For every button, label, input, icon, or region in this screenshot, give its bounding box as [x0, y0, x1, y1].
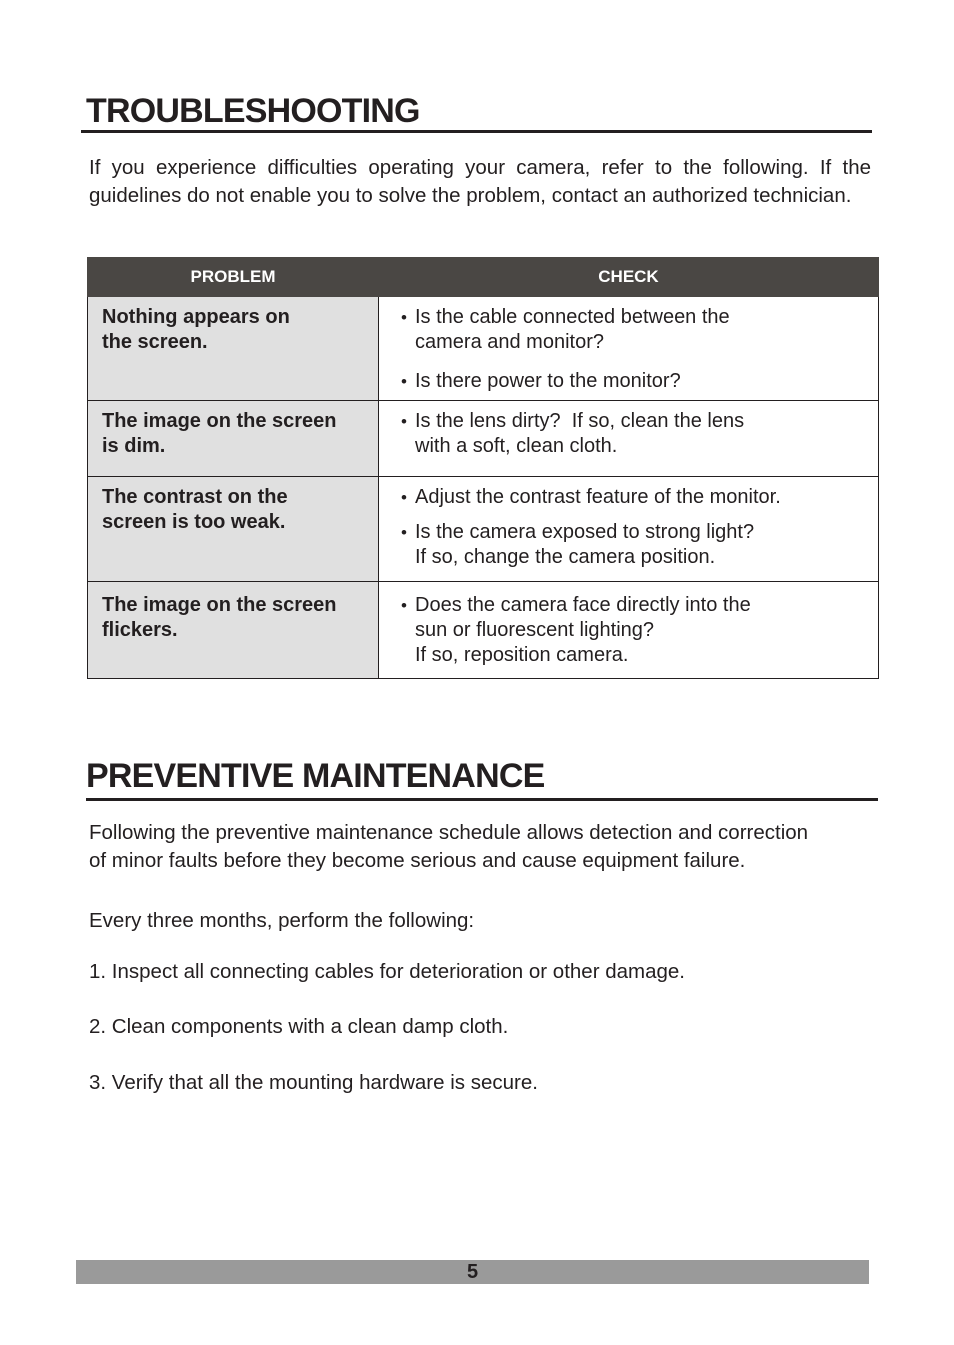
check-item	[415, 305, 870, 355]
table-header-row	[88, 258, 879, 297]
check-column-header: CHECK	[379, 258, 879, 297]
table-row	[88, 297, 879, 401]
maintenance-step: 3. Verify that all the mounting hardware is secure.	[89, 1071, 538, 1094]
problem-line: screen is too weak.	[102, 511, 286, 533]
maintenance-step: 2. Clean components with a clean damp cloth.	[89, 1015, 509, 1038]
maintenance-intro-line: of minor faults before they become serious and cause equipment failure.	[89, 849, 746, 872]
maintenance-intro-line: Following the preventive maintenance schedule allows detection and correction	[89, 821, 809, 844]
maintenance-title-rule	[86, 798, 878, 801]
check-item	[415, 520, 870, 570]
check-line: • Does the camera face directly into the	[415, 594, 751, 616]
check-line: with a soft, clean cloth.	[415, 435, 618, 457]
troubleshooting-table	[87, 257, 879, 679]
problem-line: The contrast on the	[102, 486, 288, 508]
problem-line: flickers.	[102, 619, 178, 641]
footer-bar	[76, 1260, 869, 1284]
check-cell	[379, 401, 879, 477]
maintenance-intro	[89, 819, 889, 875]
problem-column-header: PROBLEM	[88, 258, 379, 297]
table-row	[88, 582, 879, 679]
check-line: • Is there power to the monitor?	[415, 370, 681, 392]
check-item	[415, 593, 870, 668]
check-item	[415, 409, 870, 459]
check-line: camera and monitor?	[415, 331, 604, 353]
troubleshooting-intro: If you experience difficulties operating your camera, refer to the following. If the guidelines do not enable you to solve the problem, contact an authorized technician.	[89, 156, 871, 207]
check-line: • Is the camera exposed to strong light?	[415, 521, 755, 543]
check-item	[415, 485, 870, 510]
maintenance-title: PREVENTIVE MAINTENANCE	[86, 757, 545, 795]
check-cell	[379, 477, 879, 582]
check-cell	[379, 582, 879, 679]
check-cell	[379, 297, 879, 401]
table-row	[88, 477, 879, 582]
problem-line: is dim.	[102, 435, 166, 457]
troubleshooting-title: TROUBLESHOOTING	[86, 92, 420, 130]
check-line: • Is the cable connected between the	[415, 306, 730, 328]
problem-line: the screen.	[102, 331, 208, 353]
troubleshooting-title-rule	[81, 130, 872, 133]
problem-line: Nothing appears on	[102, 306, 290, 328]
check-line: If so, reposition camera.	[415, 644, 629, 666]
page-number: 5	[466, 1261, 479, 1283]
problem-cell	[88, 401, 379, 477]
problem-line: The image on the screen	[102, 410, 337, 432]
check-line: • Adjust the contrast feature of the monitor.	[415, 486, 781, 508]
maintenance-schedule: Every three months, perform the following:	[89, 909, 475, 932]
check-line: If so, change the camera position.	[415, 546, 716, 568]
check-line: sun or fluorescent lighting?	[415, 619, 655, 641]
maintenance-step: 1. Inspect all connecting cables for deterioration or other damage.	[89, 960, 685, 983]
problem-line: The image on the screen	[102, 594, 337, 616]
problem-cell	[88, 582, 379, 679]
problem-cell	[88, 477, 379, 582]
table-row	[88, 401, 879, 477]
check-item	[415, 369, 870, 394]
problem-cell	[88, 297, 379, 401]
check-line: • Is the lens dirty? If so, clean the lens	[415, 410, 745, 432]
